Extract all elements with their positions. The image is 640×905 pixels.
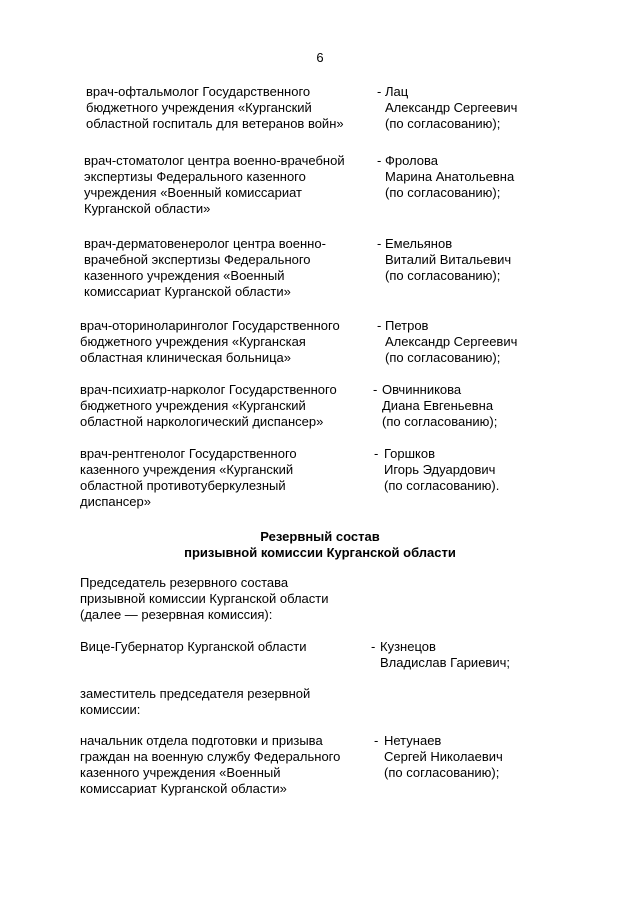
entry-person: Петров Александр Сергеевич (по согласованию); — [385, 318, 518, 365]
entry-person: Фролова Марина Анатольевна (по согласованию); — [385, 153, 515, 200]
entry-position: врач-психиатр-нарколог Государственного бюджетного учреждения «Курганский областной наркологический диспансер» — [80, 382, 337, 429]
entry-dash: - — [373, 382, 378, 397]
deputy-position: начальник отдела подготовки и призыва граждан на военную службу Федерального казенного учреждения «Военный комиссариат Курганской области» — [80, 733, 341, 796]
entry-position: врач-оториноларинголог Государственного бюджетного учреждения «Курганская областная клиническая больница» — [80, 318, 340, 365]
chair-intro: Председатель резервного состава призывной комиссии Курганской области (далее — резервная комиссия): — [80, 575, 329, 622]
entry-person: Овчинникова Диана Евгеньевна (по согласованию); — [382, 382, 498, 429]
entry-dash: - — [374, 446, 379, 461]
entry-dash: - — [377, 236, 382, 251]
entry-dash: - — [377, 84, 382, 99]
deputy-intro: заместитель председателя резервной комиссии: — [80, 686, 311, 717]
chair-position: Вице-Губернатор Курганской области — [80, 639, 307, 654]
entry-position: врач-дерматовенеролог центра военно- врачебной экспертизы Федерального казенного учреждения «Военный комиссариат Курганской области» — [84, 236, 326, 299]
entry-person: Горшков Игорь Эдуардович (по согласованию). — [384, 446, 500, 493]
entry-dash: - — [377, 153, 382, 168]
entry-position: врач-рентгенолог Государственного казенного учреждения «Курганский областной противотуберкулезный диспансер» — [80, 446, 297, 509]
page-number: 6 — [316, 50, 324, 65]
chair-person: Кузнецов Владислав Гариевич; — [380, 639, 510, 670]
deputy-dash: - — [374, 733, 379, 748]
entry-person: Лац Александр Сергеевич (по согласованию); — [385, 84, 518, 131]
entry-position: врач-офтальмолог Государственного бюджетного учреждения «Курганский областной госпиталь для ветеранов войн» — [86, 84, 344, 131]
entry-person: Емельянов Виталий Витальевич (по согласованию); — [385, 236, 512, 283]
deputy-person: Нетунаев Сергей Николаевич (по согласованию); — [384, 733, 503, 780]
reserve-heading: Резервный состав призывной комиссии Курганской области — [184, 529, 456, 560]
chair-dash: - — [371, 639, 376, 654]
entry-dash: - — [377, 318, 382, 333]
entry-position: врач-стоматолог центра военно-врачебной экспертизы Федерального казенного учреждения «Военный комиссариат Курганской области» — [84, 153, 345, 216]
